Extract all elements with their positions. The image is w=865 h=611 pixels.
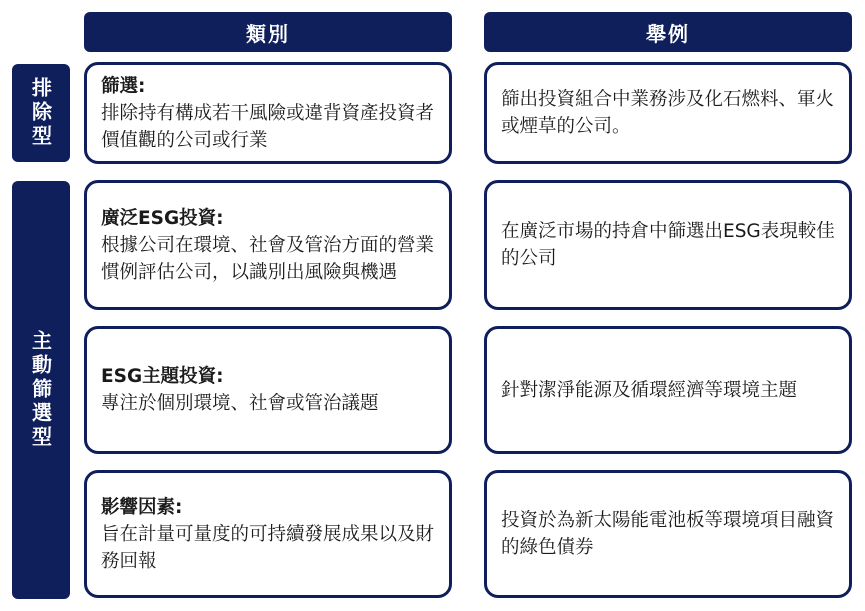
category-box-impact <box>84 470 452 598</box>
active-group-label <box>12 181 70 599</box>
category-box-esg-theme <box>84 326 452 454</box>
example-text: 針對潔淨能源及循環經濟等環境主題 <box>501 379 798 401</box>
example-box-broad-esg <box>484 180 852 310</box>
category-header: 類別 <box>84 12 452 52</box>
example-text: 在廣泛市場的持倉中篩選出ESG表現較佳的公司 <box>501 221 835 269</box>
exclusion-group-label <box>12 64 70 162</box>
category-title: 篩選: <box>101 75 146 97</box>
exclusion-group-text: 排除型 <box>28 77 53 149</box>
category-box-screening <box>84 62 452 164</box>
example-text: 篩出投資組合中業務涉及化石燃料、軍火或煙草的公司。 <box>501 89 835 137</box>
category-desc: 排除持有構成若干風險或違背資產投資者價值觀的公司或行業 <box>101 102 435 151</box>
example-box-esg-theme <box>484 326 852 454</box>
example-header: 舉例 <box>484 12 852 52</box>
category-desc: 專注於個別環境、社會或管治議題 <box>101 393 379 414</box>
category-box-broad-esg <box>84 180 452 310</box>
example-box-screening <box>484 62 852 164</box>
category-title: ESG主題投資: <box>101 366 224 387</box>
category-title: 影響因素: <box>101 496 183 518</box>
category-desc: 根據公司在環境、社會及管治方面的營業慣例評估公司，以識別出風險與機遇 <box>101 234 435 283</box>
example-box-impact <box>484 470 852 598</box>
category-desc: 旨在計量可量度的可持續發展成果以及財務回報 <box>101 523 435 572</box>
example-text: 投資於為新太陽能電池板等環境項目融資的綠色債券 <box>501 510 835 558</box>
category-title: 廣泛ESG投資: <box>101 207 224 229</box>
active-group-text: 主動篩選型 <box>28 330 53 450</box>
